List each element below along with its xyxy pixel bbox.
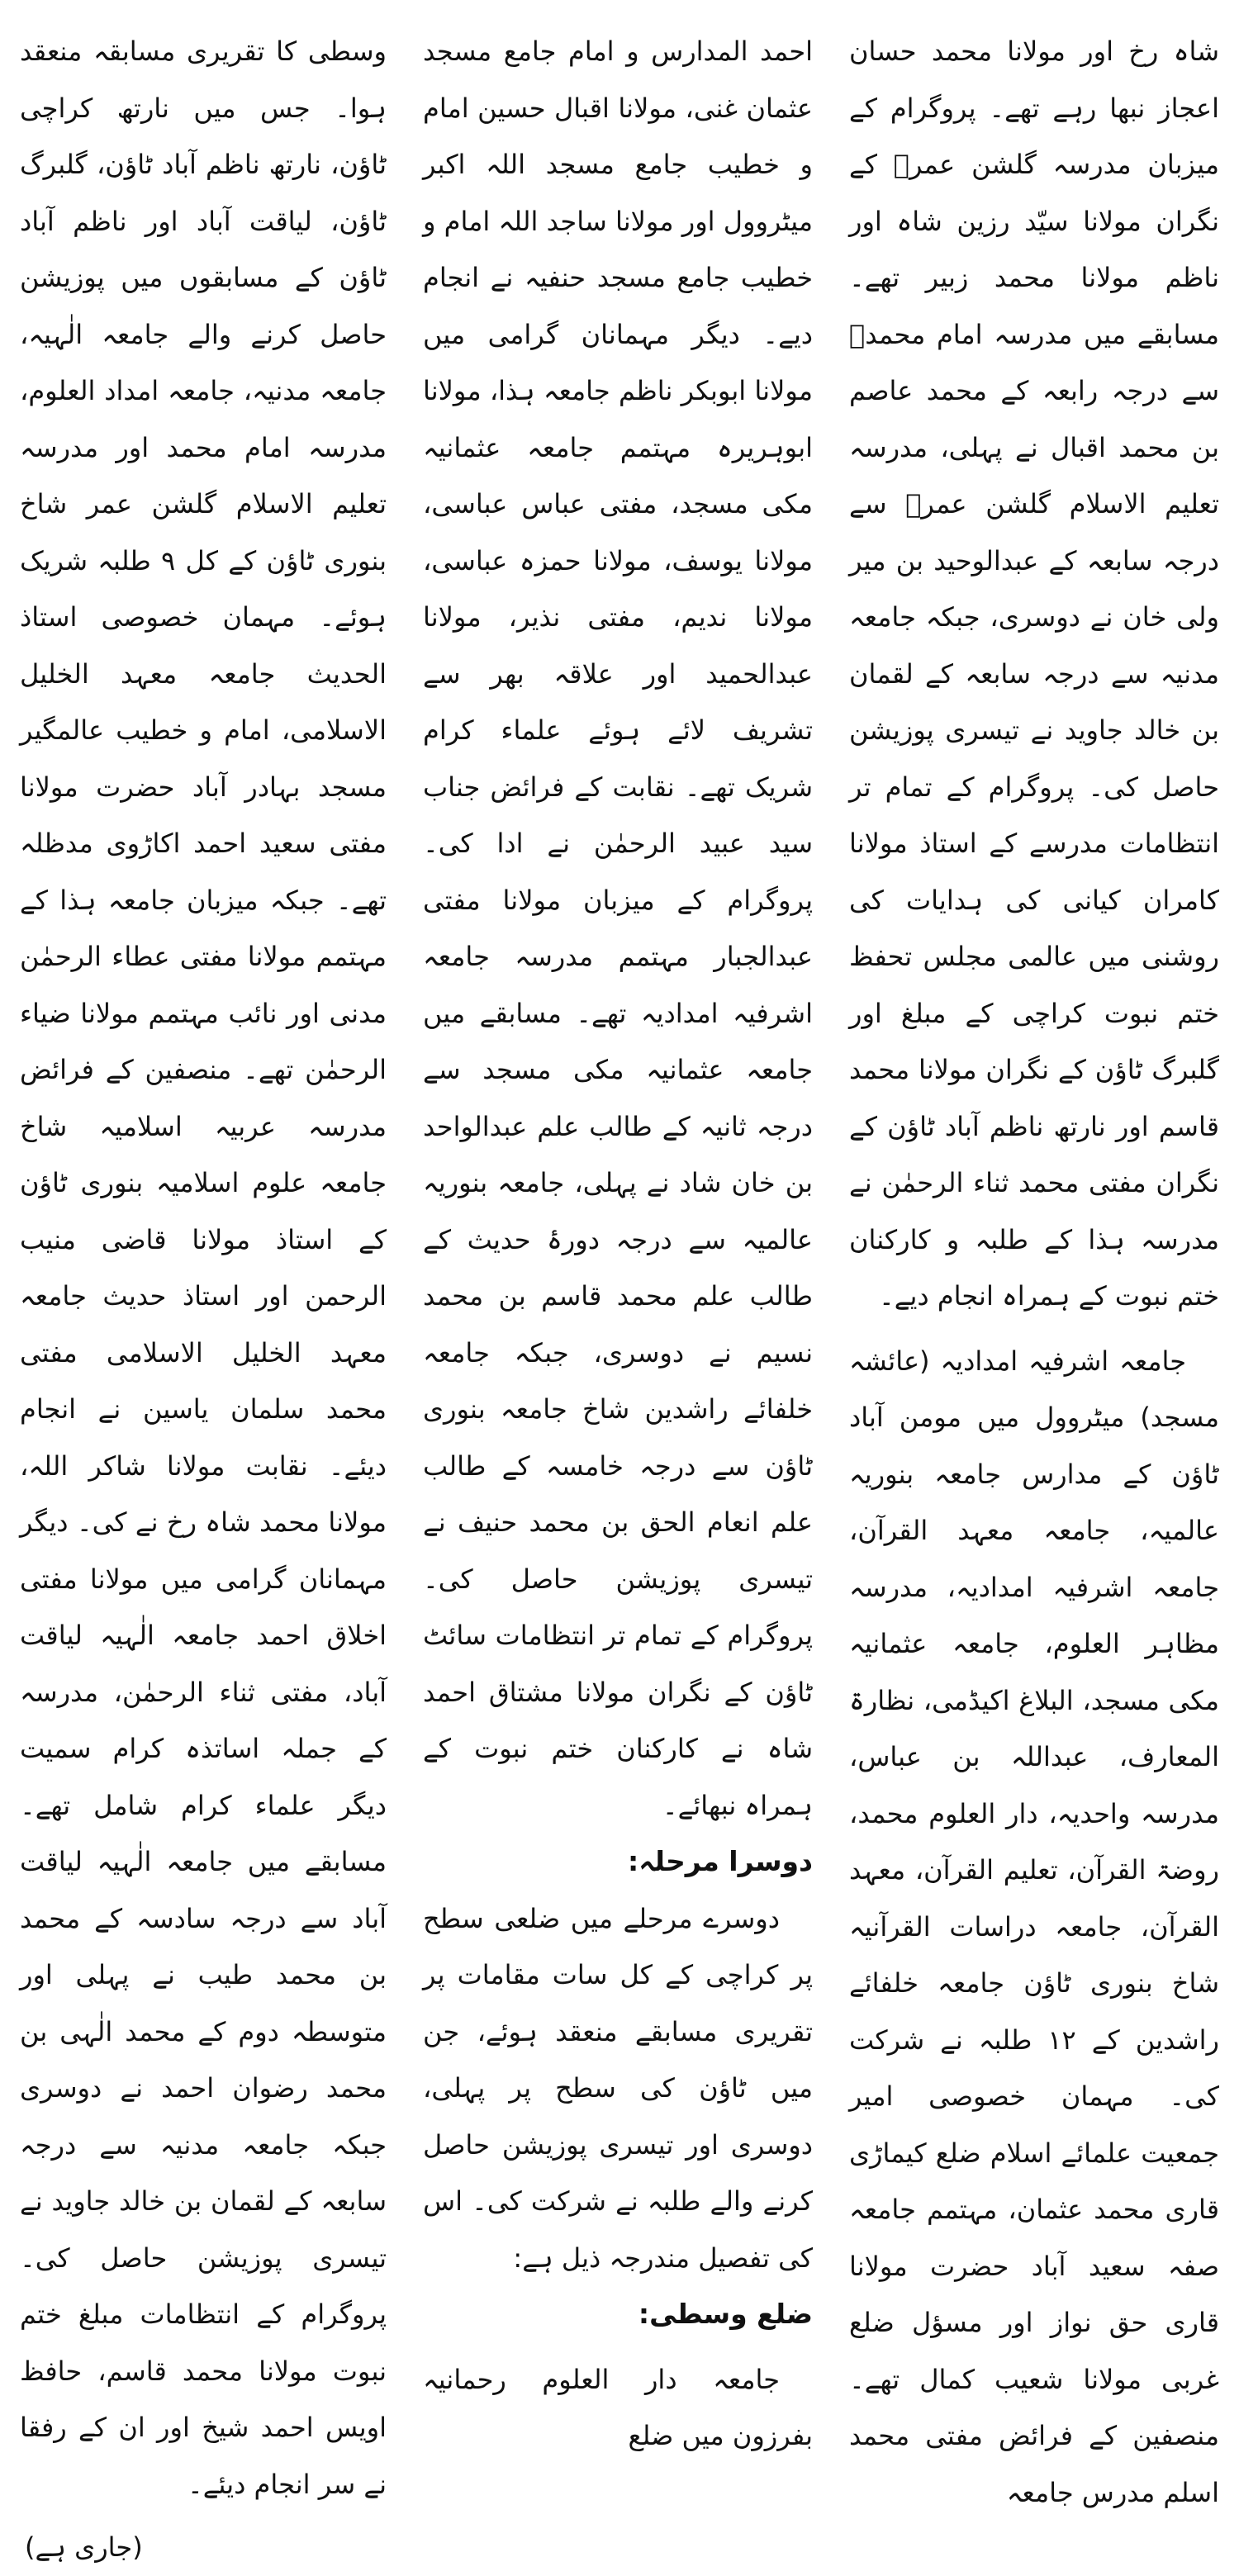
column-middle <box>403 23 833 2451</box>
paragraph: احمد المدارس و امام جامع مسجد عثمان غنی، مولانا اقبال حسین امام و خطیب جامع مسجد اللہ اکبر میٹروول اور مولانا ساجد اللہ امام و خطیب جامع مسجد حنفیہ نے انجام دیے۔ دیگر مہمانان گرامی میں مولانا ابوبکر ناظم جامعہ ہذا، مولانا ابوہریرہ مہتمم جامعہ عثمانیہ مکی مسجد، مفتی عباس عباسی، مولانا یوسف، مولانا حمزہ عباسی، مولانا ندیم، مفتی نذیر، مولانا عبدالحمید اور علاقہ بھر سے تشریف لائے ہوئے علماء کرام شریک تھے۔ نقابت کے فرائض جناب سید عبید الرحمٰن نے ادا کی۔ پروگرام کے میزبان مولانا مفتی عبدالجبار مہتمم مدرسہ جامعہ اشرفیہ امدادیہ تھے۔ مسابقے میں جامعہ عثمانیہ مکی مسجد سے درجہ ثانیہ کے طالب علم عبدالواحد بن خان شاد نے پہلی، جامعہ بنوریہ عالمیہ سے درجہ دورۂ حدیث کے طالب علم محمد قاسم بن محمد نسیم نے دوسری، جبکہ جامعہ خلفائے راشدین شاخ جامعہ بنوری ٹاؤن سے درجہ خامسہ کے طالب علم انعام الحق بن محمد حنیف نے تیسری پوزیشن حاصل کی۔ پروگرام کے تمام تر انتظامات سائٹ ٹاؤن کے نگران مولانا مشتاق احمد شاہ نے کارکنان ختم نبوت کے ہمراہ نبھائے۔ <box>423 36 813 1821</box>
paragraph: جامعہ دار العلوم رحمانیہ بفرزون میں ضلع <box>423 2363 813 2451</box>
paragraph: وسطی کا تقریری مسابقہ منعقد ہوا۔ جس میں نارتھ کراچی ٹاؤن، نارتھ ناظم آباد ٹاؤن، گلبرگ ٹاؤن، لیاقت آباد اور ناظم آباد ٹاؤن کے مسابقوں میں پوزیشن حاصل کرنے والے جامعہ الٰہیہ، جامعہ مدنیہ، جامعہ امداد العلوم، مدرسہ امام محمد اور مدرسہ تعلیم الاسلام گلشن عمر شاخ بنوری ٹاؤن کے کل ۹ طلبہ شریک ہوئے۔ مہمان خصوصی استاذ الحدیث جامعہ معہد الخلیل الاسلامی، امام و خطیب عالمگیر مسجد بہادر آباد حضرت مولانا مفتی سعید احمد اکاڑوی مدظلہ تھے۔ جبکہ میزبان جامعہ ہذا کے مہتمم مولانا مفتی عطاء الرحمٰن مدنی اور نائب مہتمم مولانا ضیاء الرحمٰن تھے۔ منصفین کے فرائض مدرسہ عربیہ اسلامیہ شاخ جامعہ علوم اسلامیہ بنوری ٹاؤن کے استاذ مولانا قاضی منیب الرحمن اور استاذ حدیث جامعہ معہد الخلیل الاسلامی مفتی محمد سلمان یاسین نے انجام دیئے۔ نقابت مولانا شاکر اللہ، مولانا محمد شاہ رخ نے کی۔ دیگر مہمانان گرامی میں مولانا مفتی اخلاق احمد جامعہ الٰہیہ لیاقت آباد، مفتی ثناء الرحمٰن، مدرسہ کے جملہ اساتذہ کرام سمیت دیگر علماء کرام شامل تھے۔ مسابقے میں جامعہ الٰہیہ لیاقت آباد سے درجہ سادسہ کے محمد بن محمد طیب نے پہلی اور متوسطہ دوم کے محمد الٰہی بن محمد رضوان احمد نے دوسری جبکہ جامعہ مدنیہ سے درجہ سابعہ کے لقمان بن خالد جاوید نے تیسری پوزیشن حاصل کی۔ پروگرام کے انتظامات مبلغ ختم نبوت مولانا محمد قاسم، حافظ اویس احمد شیخ اور ان کے رفقا نے سر انجام دیئے۔ <box>20 36 387 2500</box>
column-right <box>833 23 1220 2508</box>
paragraph: جامعہ اشرفیہ امدادیہ (عائشہ مسجد) میٹروول میں مومن آباد ٹاؤن کے مدارس جامعہ بنوریہ عالمیہ، جامعہ معہد القرآن، جامعہ اشرفیہ امدادیہ، مدرسہ مظاہر العلوم، جامعہ عثمانیہ مکی مسجد، البلاغ اکیڈمی، نظارۃ المعارف، عبداللہ بن عباس، مدرسہ واحدیہ، دار العلوم محمد، روضۃ القرآن، تعلیم القرآن، معہد القرآن، جامعہ دراسات القرآنیہ شاخ بنوری ٹاؤن جامعہ خلفائے راشدین کے ۱۲ طلبہ نے شرکت کی۔ مہمان خصوصی امیر جمعیت علمائے اسلام ضلع کیماڑی قاری محمد عثمان، مہتمم جامعہ صفہ سعید آباد حضرت مولانا قاری حق نواز اور مسؤل ضلع غربی مولانا شعیب کمال تھے۔ منصفین کے فرائض مفتی محمد اسلم مدرس جامعہ <box>849 1345 1220 2508</box>
paragraph: دوسرے مرحلے میں ضلعی سطح پر کراچی کے کل سات مقامات پر تقریری مسابقے منعقد ہوئے، جن میں ٹاؤن کی سطح پر پہلی، دوسری اور تیسری پوزیشن حاصل کرنے والے طلبہ نے شرکت کی۔ اس کی تفصیل مندرجہ ذیل ہے: <box>423 1902 813 2274</box>
column-left <box>20 23 403 2563</box>
continued-note: (جاری ہے) <box>25 2531 143 2563</box>
paragraph: شاہ رخ اور مولانا محمد حسان اعجاز نبھا رہے تھے۔ پروگرام کے میزبان مدرسہ گلشن عمرؓ کے نگران مولانا سیّد رزین شاہ اور ناظم مولانا محمد زبیر تھے۔ مسابقے میں مدرسہ امام محمدؒ سے درجہ رابعہ کے محمد عاصم بن محمد اقبال نے پہلی، مدرسہ تعلیم الاسلام گلشن عمرؓ سے درجہ سابعہ کے عبدالوحید بن میر ولی خان نے دوسری، جبکہ جامعہ مدنیہ سے درجہ سابعہ کے لقمان بن خالد جاوید نے تیسری پوزیشن حاصل کی۔ پروگرام کے تمام تر انتظامات مدرسے کے استاذ مولانا کامران کیانی کی ہدایات کی روشنی میں عالمی مجلس تحفظ ختم نبوت کراچی کے مبلغ اور گلبرگ ٹاؤن کے نگران مولانا محمد قاسم اور نارتھ ناظم آباد ٹاؤن کے نگران مفتی محمد ثناء الرحمٰن نے مدرسہ ہذا کے طلبہ و کارکنان ختم نبوت کے ہمراہ انجام دیے۔ <box>849 36 1219 1312</box>
section-heading: دوسرا مرحلہ: <box>628 1845 813 1877</box>
section-heading: ضلع وسطی: <box>638 2298 813 2330</box>
